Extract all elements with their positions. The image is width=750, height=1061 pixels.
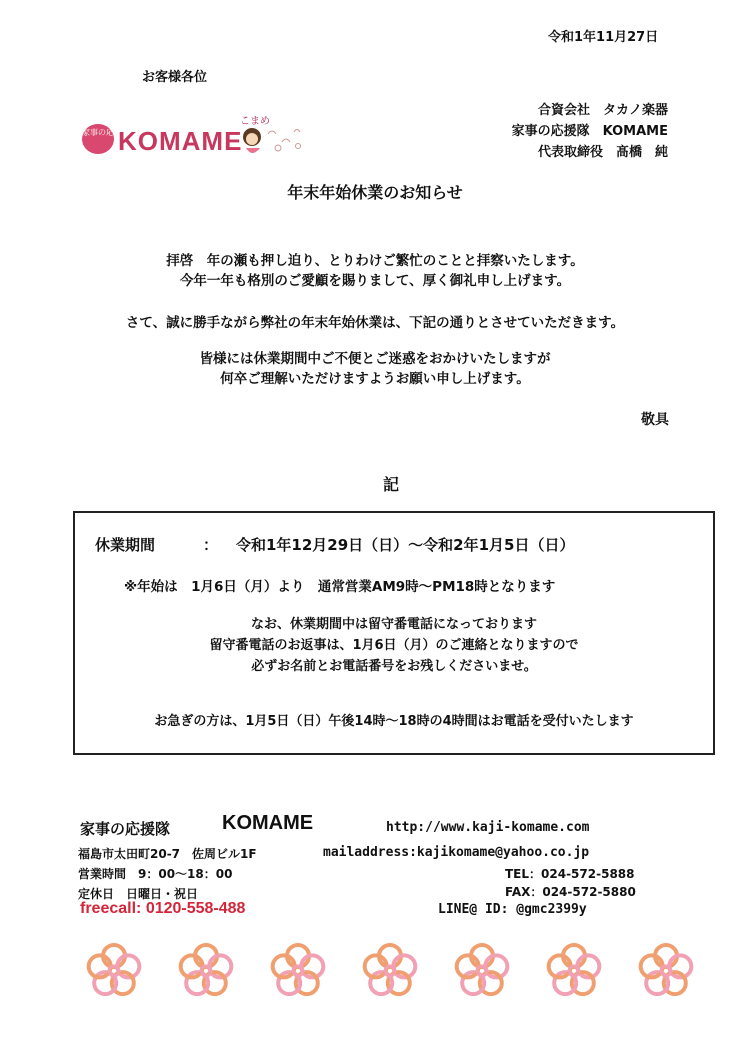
logo-ruby: こまめ — [240, 116, 270, 127]
mascot-icon — [238, 124, 308, 158]
sender-brand: 家事の応援隊 KOMAME — [511, 124, 668, 139]
voicemail-line: なお、休業期間中は留守番電話になっております — [250, 617, 537, 632]
closed-days: 定休日 日曜日・祝日 — [78, 887, 199, 901]
urgent-note: お急ぎの方は、1月5日（日）午後14時～18時の4時間はお電話を受付いたします — [154, 714, 634, 729]
plum-knot-icon — [365, 945, 416, 994]
apology-line: 何卒ご理解いただけますようお願い申し上げます。 — [220, 371, 530, 387]
new-year-note: ※年始は 1月6日（月）より 通常営業AM9時～PM18時となります — [124, 579, 556, 595]
footer-address: 福島市太田町20-7 佐周ビル1F — [78, 847, 257, 861]
recipient: お客様各位 — [142, 70, 208, 85]
period-value: 令和1年12月29日（日）～令和2年1月5日（日） — [236, 536, 575, 554]
greeting-line: 今年一年も格別のご愛顧を賜りまして、厚く御礼申し上げます。 — [179, 273, 571, 289]
freecall-number: freecall: 0120-558-488 — [80, 900, 246, 917]
period-colon: ： — [203, 536, 219, 554]
plum-knot-icon — [641, 945, 692, 994]
period-label: 休業期間 — [95, 536, 156, 554]
voicemail-line: 必ずお名前とお電話番号をお残しくださいませ。 — [251, 659, 537, 674]
voicemail-note — [73, 614, 715, 677]
closing: 敬具 — [641, 412, 669, 428]
plum-knot-icon — [273, 945, 324, 994]
logo-wordmark: KOMAME — [118, 126, 243, 156]
plum-knot-icon — [549, 945, 600, 994]
voicemail-line: 留守番電話のお返事は、1月6日（月）のご連絡となりますので — [209, 638, 579, 653]
ki-heading: 記 — [382, 475, 399, 494]
footer-name: 家事の応援隊 — [80, 820, 171, 838]
sender-block — [512, 100, 668, 163]
notice-text: さて、誠に勝手ながら弊社の年末年始休業は、下記の通りとさせていただきます。 — [125, 315, 625, 331]
footer-brand: KOMAME — [222, 812, 314, 834]
plum-knot-icon — [457, 945, 508, 994]
tel-number: TEL：024-572-5888 — [505, 867, 635, 881]
sender-company: 合資会社 タカノ楽器 — [537, 103, 668, 118]
website-link[interactable]: http://www.kaji-komame.com — [386, 820, 590, 835]
email-link[interactable]: mailaddress:kajikomame@yahoo.co.jp — [323, 845, 590, 860]
plum-knot-icon — [181, 945, 232, 994]
greeting — [0, 251, 750, 291]
document-date: 令和1年11月27日 — [548, 30, 659, 45]
plum-knot-icon — [89, 945, 140, 994]
logo-badge: 家事の応援隊 — [82, 124, 114, 154]
line-id: LINE@ ID: @gmc2399y — [438, 902, 587, 917]
komame-logo — [80, 110, 310, 160]
greeting-line: 拝啓 年の瀬も押し迫り、とりわけご繁忙のことと拝察いたします。 — [166, 253, 584, 269]
fax-number: FAX：024-572-5880 — [505, 885, 636, 899]
business-hours: 営業時間 9：00～18：00 — [78, 867, 233, 881]
sender-representative: 代表取締役 髙橋 純 — [537, 145, 668, 160]
page-title: 年末年始休業のお知らせ — [287, 183, 463, 202]
apology-line: 皆様には休業期間中ご不便とご迷惑をおかけいたしますが — [199, 351, 551, 367]
apology — [0, 349, 750, 389]
decorative-flower-row — [80, 936, 700, 1006]
